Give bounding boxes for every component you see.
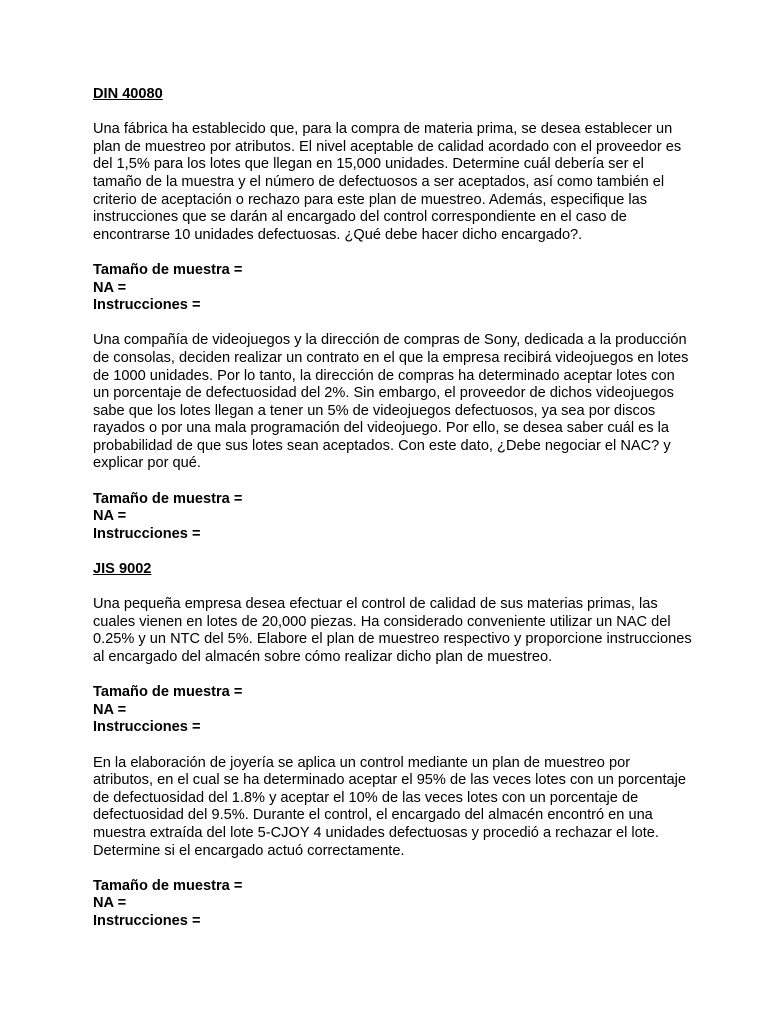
problem-3	[93, 596, 693, 737]
sample-size-label: Tamaño de muestra =	[93, 684, 243, 701]
instructions-label: Instrucciones =	[93, 525, 201, 542]
section-heading: JIS 9002	[93, 561, 152, 578]
problem-statement: Una compañía de videojuegos y la dirección de compras de Sony, dedicada a la producción de consolas, deciden realizar un contrato en el que la empresa recibirá videojuegos en lotes de 1000 unidades. Por lo tanto, la dirección de compras ha determinado aceptar lotes con un porcentaje de defectuosidad del 2%. Sin embargo, el proveedor de dichos videojuegos sabe que los lotes llegan a tener un 5% de videojuegos defectuosos, ya sea por discos rayados o por una mala programación del videojuego. Por ello, se desea saber cuál es la probabilidad de que sus lotes sean aceptados. Con este dato, ¿Debe negociar el NAC? y explicar por qué.	[93, 332, 689, 472]
answer-fields	[93, 684, 693, 737]
answer-fields	[93, 491, 693, 544]
na-label: NA =	[93, 895, 127, 912]
answer-fields	[93, 262, 693, 315]
sample-size-label: Tamaño de muestra =	[93, 261, 243, 278]
answer-fields	[93, 878, 693, 931]
problem-statement: Una fábrica ha establecido que, para la compra de materia prima, se desea establecer un plan de muestreo por atributos. El nivel aceptable de calidad acordado con el proveedor es del 1,5% para los lotes que llegan en 15,000 unidades. Determine cuál debería ser el tamaño de la muestra y el número de defectuosos a ser aceptados, así como también el criterio de aceptación o rechazo para este plan de muestreo. Además, especifique las instrucciones que se darán al encargado del control correspondiente en el caso de encontrarse 10 unidades defectuosas. ¿Qué debe hacer dicho encargado?.	[93, 121, 682, 243]
section-jis-9002	[93, 561, 693, 930]
document-page	[93, 86, 693, 948]
na-label: NA =	[93, 508, 127, 525]
section-heading: DIN 40080	[93, 86, 163, 102]
problem-statement: En la elaboración de joyería se aplica un control mediante un plan de muestreo por atributos, en el cual se ha determinado aceptar el 95% de las veces lotes con un porcentaje de defectuosidad del 1.8% y aceptar el 10% de las veces lotes con un porcentaje de defectuosidad del 9.5%. Durante el control, el encargado del almacén encontró en una muestra extraída del lote 5-CJOY 4 unidades defectuosas y procedió a rechazar el lote. Determine si el encargado actuó correctamente.	[93, 754, 687, 859]
na-label: NA =	[93, 279, 127, 296]
sample-size-label: Tamaño de muestra =	[93, 490, 243, 507]
instructions-label: Instrucciones =	[93, 297, 201, 314]
problem-2	[93, 332, 693, 543]
problem-4	[93, 755, 693, 931]
instructions-label: Instrucciones =	[93, 719, 201, 736]
na-label: NA =	[93, 701, 127, 718]
problem-statement: Una pequeña empresa desea efectuar el control de calidad de sus materias primas, las cuales vienen en lotes de 20,000 piezas. Ha considerado conveniente utilizar un NAC del 0.25% y un NTC del 5%. Elabore el plan de muestreo respectivo y proporcione instrucciones al encargado del almacén sobre cómo realizar dicho plan de muestreo.	[93, 596, 692, 665]
sample-size-label: Tamaño de muestra =	[93, 877, 243, 894]
instructions-label: Instrucciones =	[93, 912, 201, 929]
section-din-40080	[93, 86, 693, 543]
problem-1	[93, 121, 693, 315]
